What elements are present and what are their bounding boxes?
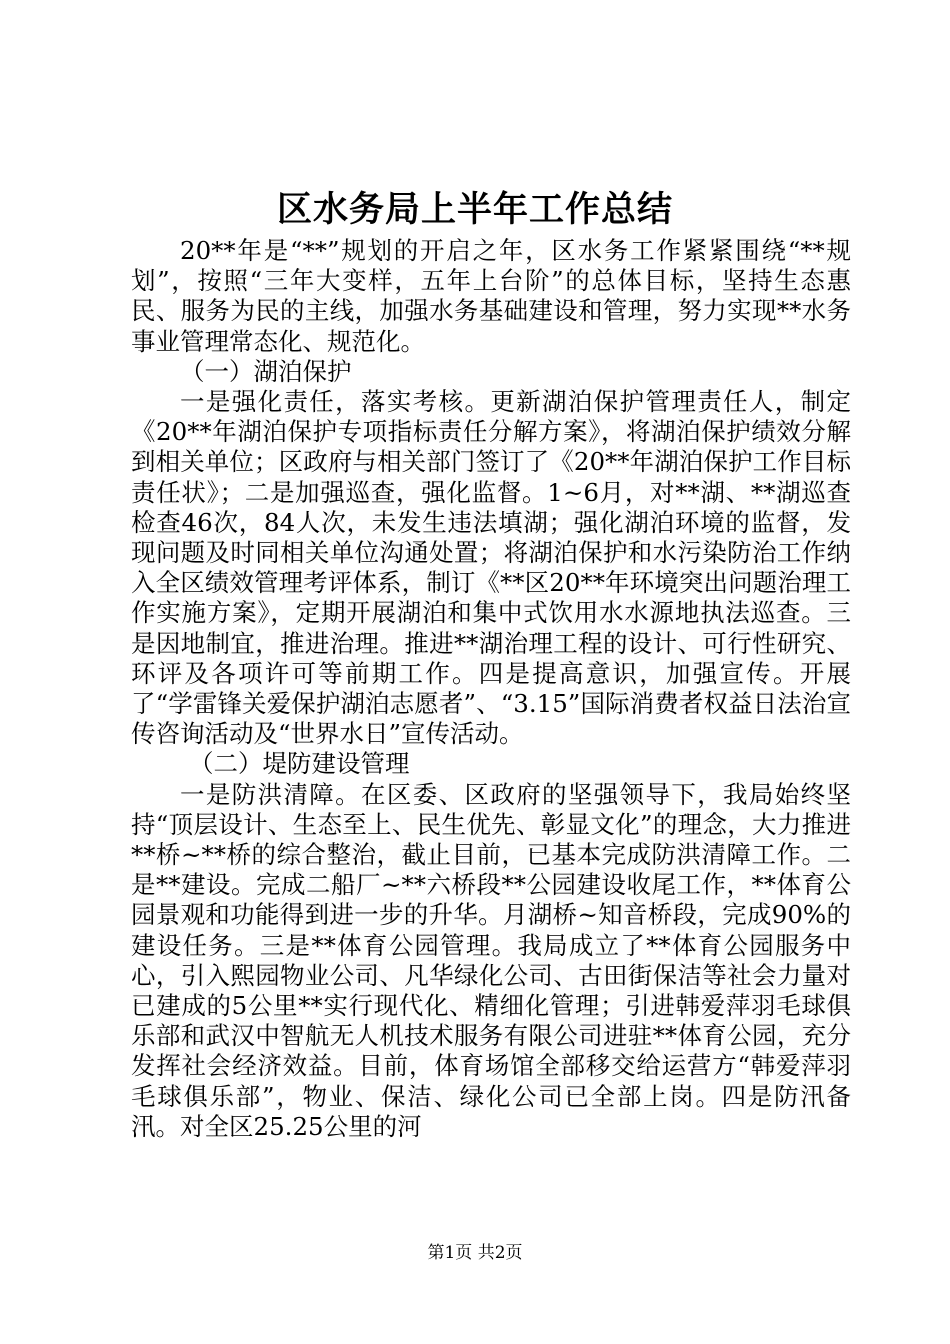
- document-body: [131, 236, 851, 1142]
- intro-paragraph: 20**年是“**”规划的开启之年，区水务工作紧紧围绕“**规划”，按照“三年大变样，五年上台阶”的总体目标，坚持生态惠民、服务为民的主线，加强水务基础建设和管理，努力实现**水务事业管理常态化、规范化。: [131, 236, 851, 356]
- section-heading-embankment: （二）堤防建设管理: [189, 749, 410, 779]
- page-number-footer: 第1页 共2页: [427, 1243, 523, 1263]
- section-heading-lake-protection: （一）湖泊保护: [180, 356, 352, 386]
- section-body-lake-protection: 一是强化责任，落实考核。更新湖泊保护管理责任人，制定《20**年湖泊保护专项指标责任分解方案》，将湖泊保护绩效分解到相关单位；区政府与相关部门签订了《20**年湖泊保护工作目标责任状》；二是加强巡查，强化监督。1~6月，对**湖、**湖巡查检查46次，84人次，未发生违法填湖；强化湖泊环境的监督，发现问题及时同相关单位沟通处置；将湖泊保护和水污染防治工作纳入全区绩效管理考评体系，制订《**区20**年环境突出问题治理工作实施方案》，定期开展湖泊和集中式饮用水水源地执法巡查。三是因地制宜，推进治理。推进**湖治理工程的设计、可行性研究、环评及各项许可等前期工作。四是提高意识，加强宣传。开展了“学雷锋关爱保护湖泊志愿者”、“3.15”国际消费者权益日法治宣传咨询活动及“世界水日”宣传活动。: [131, 387, 851, 749]
- section-body-embankment: 一是防洪清障。在区委、区政府的坚强领导下，我局始终坚持“顶层设计、生态至上、民生优先、彰显文化”的理念，大力推进**桥~**桥的综合整治，截止目前，已基本完成防洪清障工作。二是**建设。完成二船厂~**六桥段**公园建设收尾工作，**体育公园景观和功能得到进一步的升华。月湖桥~知音桥段，完成90%的建设任务。三是**体育公园管理。我局成立了**体育公园服务中心，引入熙园物业公司、凡华绿化公司、古田街保洁等社会力量对已建成的5公里**实行现代化、精细化管理；引进韩爱萍羽毛球俱乐部和武汉中智航无人机技术服务有限公司进驻**体育公园，充分发挥社会经济效益。目前，体育场馆全部移交给运营方“韩爱萍羽毛球俱乐部”，物业、保洁、绿化公司已全部上岗。四是防汛备汛。对全区25.25公里的河: [131, 779, 851, 1141]
- document-title: 区水务局上半年工作总结: [276, 189, 673, 230]
